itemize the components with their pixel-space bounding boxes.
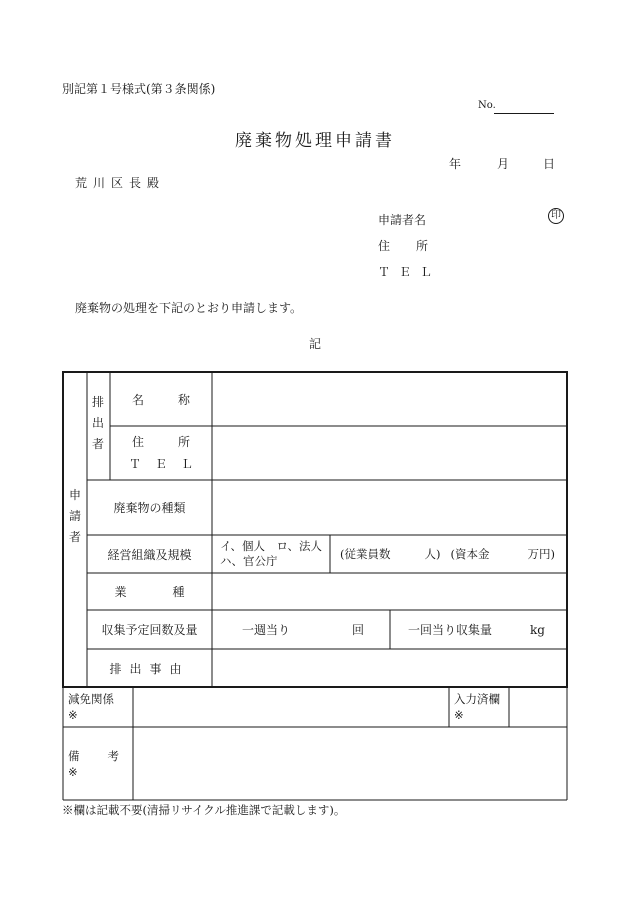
discharger-address-field[interactable] <box>212 426 567 480</box>
input-done-label: 入力済欄 ※ <box>454 692 500 722</box>
applicant-name-label: 申請者名 <box>378 213 427 227</box>
discharge-reason-field[interactable] <box>212 649 567 687</box>
ki-heading: 記 <box>308 337 321 351</box>
remarks-label: 備 考 ※ <box>68 748 119 779</box>
applicant-tel-label: ＴＥＬ <box>378 265 442 279</box>
organization-options[interactable]: イ、個人 ロ、法人 ハ、官公庁 <box>220 539 323 568</box>
address-char-1: 住 <box>378 239 391 253</box>
input-done-field[interactable] <box>509 687 567 727</box>
discharger-name-field[interactable] <box>212 372 567 426</box>
page-title: 廃棄物処理申請書 <box>235 131 395 151</box>
business-type-field[interactable] <box>212 573 567 610</box>
exemption-field[interactable] <box>133 687 449 727</box>
address-char-2: 所 <box>416 239 429 253</box>
organization-label: 経営組織及規模 <box>107 547 192 562</box>
form-number-label: 別記第１号様式(第３条関係) <box>62 82 216 96</box>
document-number-field[interactable] <box>494 113 554 114</box>
applicant-group-label: 申請者 <box>68 488 81 544</box>
business-type-label: 業 種 <box>114 585 185 599</box>
date-month-label: 月 <box>497 157 510 171</box>
date-year-label: 年 <box>449 157 462 171</box>
weekly-times-field[interactable]: 一週当り 回 <box>242 623 365 637</box>
collection-label: 収集予定回数及量 <box>101 623 198 637</box>
seal-mark: 印 <box>548 208 564 224</box>
waste-type-label: 廃棄物の種類 <box>113 501 186 515</box>
name-label: 名 称 <box>131 392 191 407</box>
discharge-reason-label: 排出事由 <box>109 661 190 676</box>
scale-field[interactable]: (従業員数 人) (資本金 万円) <box>340 547 555 561</box>
exemption-label: 減免関係 ※ <box>68 692 114 722</box>
remarks-field[interactable] <box>133 727 567 800</box>
addressee: 荒川区長殿 <box>75 176 166 190</box>
date-day-label: 日 <box>543 157 556 171</box>
discharger-group-label: 排出者 <box>91 395 104 451</box>
footnote: ※欄は記載不要(清掃リサイクル推進課で記載します)。 <box>62 803 346 817</box>
document-number-label: No. <box>478 100 496 111</box>
waste-type-field[interactable] <box>212 480 567 535</box>
intro-text: 廃棄物の処理を下記のとおり申請します。 <box>75 301 303 315</box>
per-collection-amount-field[interactable]: 一回当り収集量 kg <box>408 622 545 637</box>
address-tel-label: 住 所 ＴＥＬ <box>128 435 207 471</box>
applicant-address-label <box>378 237 428 254</box>
